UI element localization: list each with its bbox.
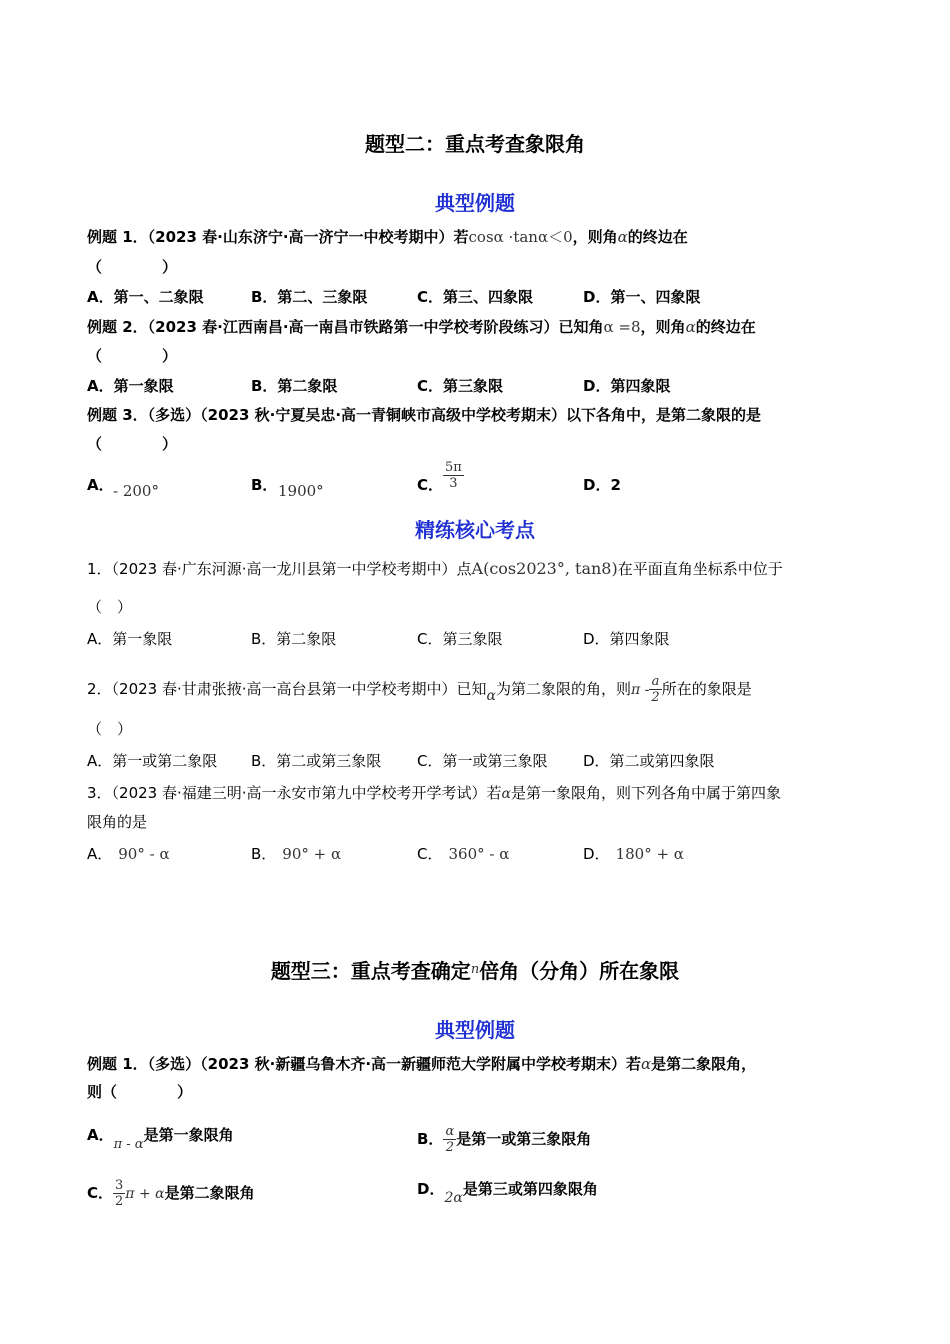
p2-answer-paren: （ ） — [87, 720, 133, 738]
ex1-option-b[interactable]: B．第二、三象限 — [251, 288, 368, 306]
p3-option-b[interactable]: B． 90° + α — [251, 845, 342, 863]
p2-fraction: $\frac{a}{2}$ — [651, 674, 660, 705]
ex3-option-a[interactable]: A． — [87, 476, 114, 494]
ex3-answer-paren: （ ） — [87, 435, 178, 453]
ex3-option-b[interactable]: B． — [251, 476, 278, 494]
s3-ex1-option-b[interactable]: B． $\frac{\alpha}{2}$ 是第一或第三象限角 — [417, 1124, 592, 1155]
p1-answer-paren: （ ） — [87, 598, 133, 616]
ex1-option-d[interactable]: D．第一、四象限 — [583, 288, 701, 306]
section2-title: 题型二：重点考查象限角 — [365, 132, 585, 156]
s3-ex1-option-a[interactable]: A．π - α是第一象限角 — [87, 1126, 234, 1152]
s3-ex1-question-line2: 则（ ） — [87, 1083, 193, 1101]
p1-math: A(cos2023°, tan8) — [471, 559, 618, 578]
s3-ex1-option-b-fraction: $\frac{\alpha}{2}$ — [445, 1124, 455, 1155]
ex3-option-c[interactable]: C． — [417, 476, 444, 494]
ex2-math: α =8 — [603, 318, 641, 336]
p1-option-c[interactable]: C．第三象限 — [417, 630, 503, 648]
ex1-question: 例题 1．（2023 春·山东济宁·高一济宁一中校考期中）若cosα ·tanα＜0，则角α的终边在 — [87, 228, 688, 246]
p2-option-b[interactable]: B．第二或第三象限 — [251, 752, 382, 770]
ex1-math: cosα ·tanα＜0 — [468, 228, 573, 246]
p3-option-d[interactable]: D． 180° + α — [583, 845, 684, 863]
p1-question: 1．（2023 春·广东河源·高一龙川县第一中学校考期中）点A(cos2023°, tan8)在平面直角坐标系中位于 — [87, 559, 783, 578]
practice-heading: 精练核心考点 — [415, 518, 535, 542]
p3-question: 3．（2023 春·福建三明·高一永安市第九中学校考开学考试）若α是第一象限角，则下列各角中属于第四象 — [87, 784, 782, 802]
section2-examples-heading: 典型例题 — [435, 191, 515, 215]
s3-ex1-option-c-fraction: $\frac{3}{2}$ — [115, 1178, 124, 1209]
p3-question-line2: 限角的是 — [87, 813, 148, 831]
ex3-option-a-math: - 200° — [113, 482, 159, 500]
section3-title: 题型三：重点考查确定$^n$倍角（分角）所在象限 — [270, 959, 680, 983]
ex3-option-d[interactable]: D．2 — [583, 476, 621, 494]
s3-ex1-option-d[interactable]: D．2α是第三或第四象限角 — [417, 1180, 598, 1206]
p3-option-c[interactable]: C． 360° - α — [417, 845, 510, 863]
ex3-option-b-math: 1900° — [278, 482, 324, 500]
ex2-option-c[interactable]: C．第三象限 — [417, 377, 504, 395]
p2-option-d[interactable]: D．第二或第四象限 — [583, 752, 715, 770]
ex1-answer-paren: （ ） — [87, 258, 178, 276]
ex2-option-d[interactable]: D．第四象限 — [583, 377, 671, 395]
ex2-answer-paren: （ ） — [87, 347, 178, 365]
ex3-option-c-fraction: $\frac{5\pi}{3}$ — [445, 460, 462, 491]
ex1-option-c[interactable]: C．第三、四象限 — [417, 288, 534, 306]
ex1-option-a[interactable]: A．第一、二象限 — [87, 288, 204, 306]
ex3-question: 例题 3．（多选）（2023 秋·宁夏吴忠·高一青铜峡市高级中学校考期末）以下各角中，是第二象限的是 — [87, 406, 762, 424]
ex2-option-b[interactable]: B．第二象限 — [251, 377, 338, 395]
p2-option-a[interactable]: A．第一或第二象限 — [87, 752, 218, 770]
s3-ex1-option-c[interactable]: C． $\frac{3}{2}$ π + α是第二象限角 — [87, 1178, 255, 1209]
p3-option-a[interactable]: A． 90° - α — [87, 845, 170, 863]
ex2-option-a[interactable]: A．第一象限 — [87, 377, 174, 395]
p1-option-a[interactable]: A．第一象限 — [87, 630, 173, 648]
p1-option-b[interactable]: B．第二象限 — [251, 630, 337, 648]
s3-ex1-question: 例题 1．（多选）（2023 秋·新疆乌鲁木齐·高一新疆师范大学附属中学校考期末）若α是第二象限角， — [87, 1055, 757, 1073]
ex2-question: 例题 2．（2023 春·江西南昌·高一南昌市铁路第一中学校考阶段练习）已知角α =8，则角α的终边在 — [87, 318, 756, 336]
p1-option-d[interactable]: D．第四象限 — [583, 630, 670, 648]
p2-question: 2．（2023 春·甘肃张掖·高一高台县第一中学校考期中）已知α为第二象限的角，则π - $\frac{a}{2}$ 所在的象限是 — [87, 674, 752, 705]
p2-option-c[interactable]: C．第一或第三象限 — [417, 752, 548, 770]
section3-examples-heading: 典型例题 — [435, 1018, 515, 1042]
